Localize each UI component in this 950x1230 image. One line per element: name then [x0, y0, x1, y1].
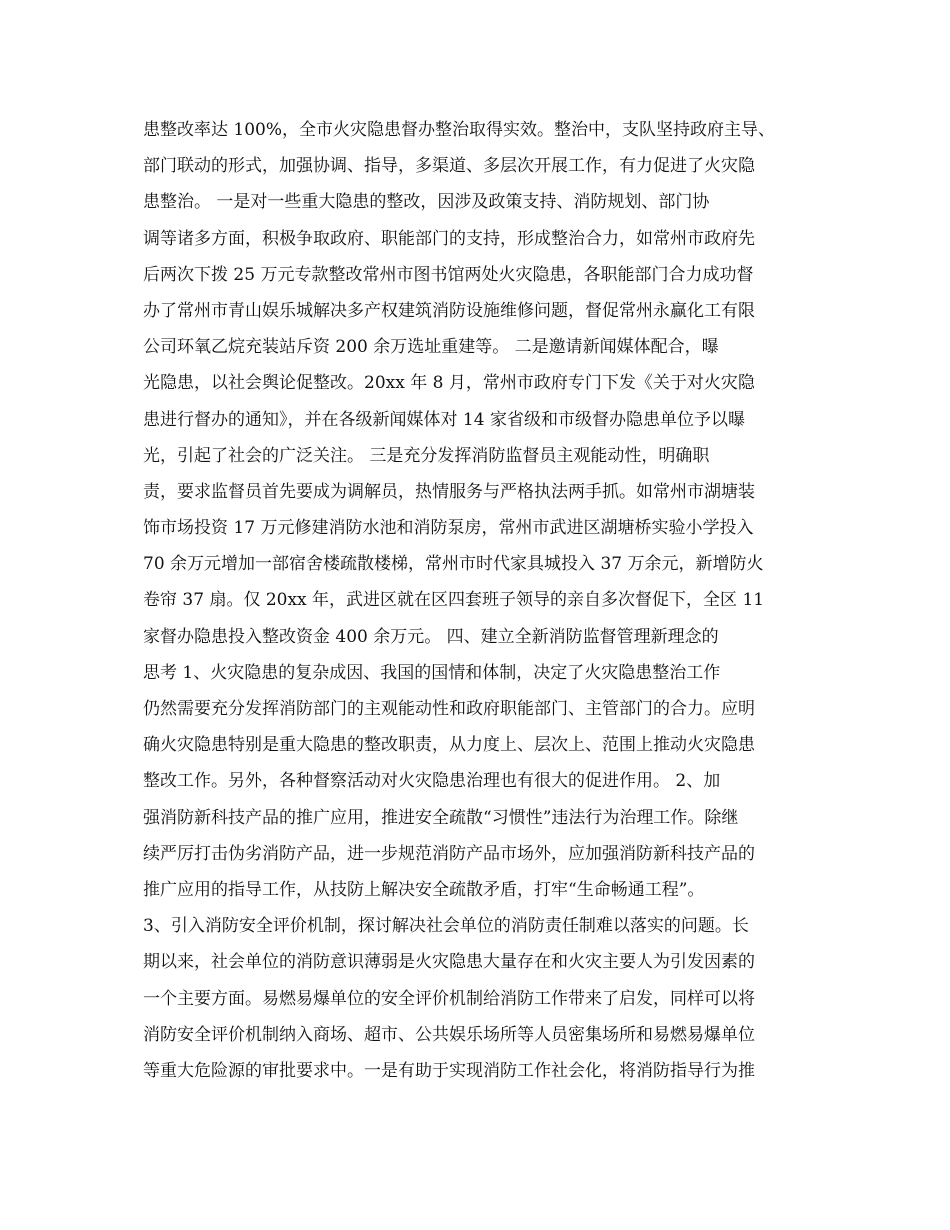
text-line: 推广应用的指导工作，从技防上解决安全疏散矛盾，打牢“生命畅通工程”。 — [143, 879, 705, 900]
text-line: 期以来，社会单位的消防意识薄弱是火灾隐患大量存在和火灾主要人为引发因素的 — [143, 952, 755, 973]
text-line: 患进行督办的通知》，并在各级新闻媒体对 14 家省级和市级督办隐患单位予以曝 — [143, 409, 745, 430]
text-line: 饰市场投资 17 万元修建消防水池和消防泵房，常州市武进区湖塘桥实验小学投入 — [143, 518, 754, 539]
text-line: 70 余万元增加一部宿舍楼疏散楼梯，常州市时代家具城投入 37 万余元，新增防火 — [143, 554, 764, 575]
body-text — [143, 112, 813, 1089]
text-line: 光隐患，以社会舆论促整改。20xx 年 8 月，常州市政府专门下发《关于对火灾隐 — [143, 373, 755, 394]
text-line: 确火灾隐患特别是重大隐患的整改职责，从力度上、层次上、范围上推动火灾隐患 — [143, 735, 755, 756]
text-line: 责，要求监督员首先要成为调解员，热情服务与严格执法两手抓。如常州市湖塘装 — [143, 481, 755, 502]
text-line: 公司环氧乙烷充装站斥资 200 余万选址重建等。 二是邀请新闻媒体配合，曝 — [143, 337, 719, 358]
text-line: 部门联动的形式，加强协调、指导，多渠道、多层次开展工作，有力促进了火灾隐 — [143, 156, 755, 177]
text-line: 等重大危险源的审批要求中。一是有助于实现消防工作社会化，将消防指导行为推 — [143, 1060, 755, 1081]
text-line: 办了常州市青山娱乐城解决多产权建筑消防设施维修问题，督促常州永赢化工有限 — [143, 300, 755, 321]
text-line: 患整治。 一是对一些重大隐患的整改，因涉及政策支持、消防规划、部门协 — [143, 192, 710, 213]
text-line: 家督办隐患投入整改资金 400 余万元。 四、建立全新消防监督管理新理念的 — [143, 626, 719, 647]
text-line: 患整改率达 100%，全市火灾隐患督办整治取得实效。整治中，支队坚持政府主导、 — [143, 120, 776, 140]
text-line: 强消防新科技产品的推广应用，推进安全疏散“习惯性”违法行为治理工作。除继 — [143, 807, 739, 828]
text-line: 后两次下拨 25 万元专款整改常州市图书馆两处火灾隐患，各职能部门合力成功督 — [143, 264, 754, 285]
text-line: 一个主要方面。易燃易爆单位的安全评价机制给消防工作带来了启发，同样可以将 — [143, 988, 755, 1009]
text-line: 调等诸多方面，积极争取政府、职能部门的支持，形成整治合力，如常州市政府先 — [143, 228, 755, 249]
text-line: 续严厉打击伪劣消防产品，进一步规范消防产品市场外，应加强消防新科技产品的 — [143, 843, 755, 864]
text-line: 思考 1、火灾隐患的复杂成因、我国的国情和体制，决定了火灾隐患整治工作 — [143, 662, 721, 683]
text-line: 3、引入消防安全评价机制，探讨解决社会单位的消防责任制难以落实的问题。长 — [143, 916, 749, 937]
text-line: 光，引起了社会的广泛关注。 三是充分发挥消防监督员主观能动性，明确职 — [143, 445, 710, 466]
text-line: 仍然需要充分发挥消防部门的主观能动性和政府职能部门、主管部门的合力。应明 — [143, 699, 755, 719]
text-line: 消防安全评价机制纳入商场、超市、公共娱乐场所等人员密集场所和易燃易爆单位 — [143, 1024, 755, 1045]
text-line: 卷帘 37 扇。仅 20xx 年，武进区就在区四套班子领导的亲自多次督促下，全区 11 — [143, 590, 765, 611]
text-line: 整改工作。另外，各种督察活动对火灾隐患治理也有很大的促进作用。 2、加 — [143, 771, 721, 792]
